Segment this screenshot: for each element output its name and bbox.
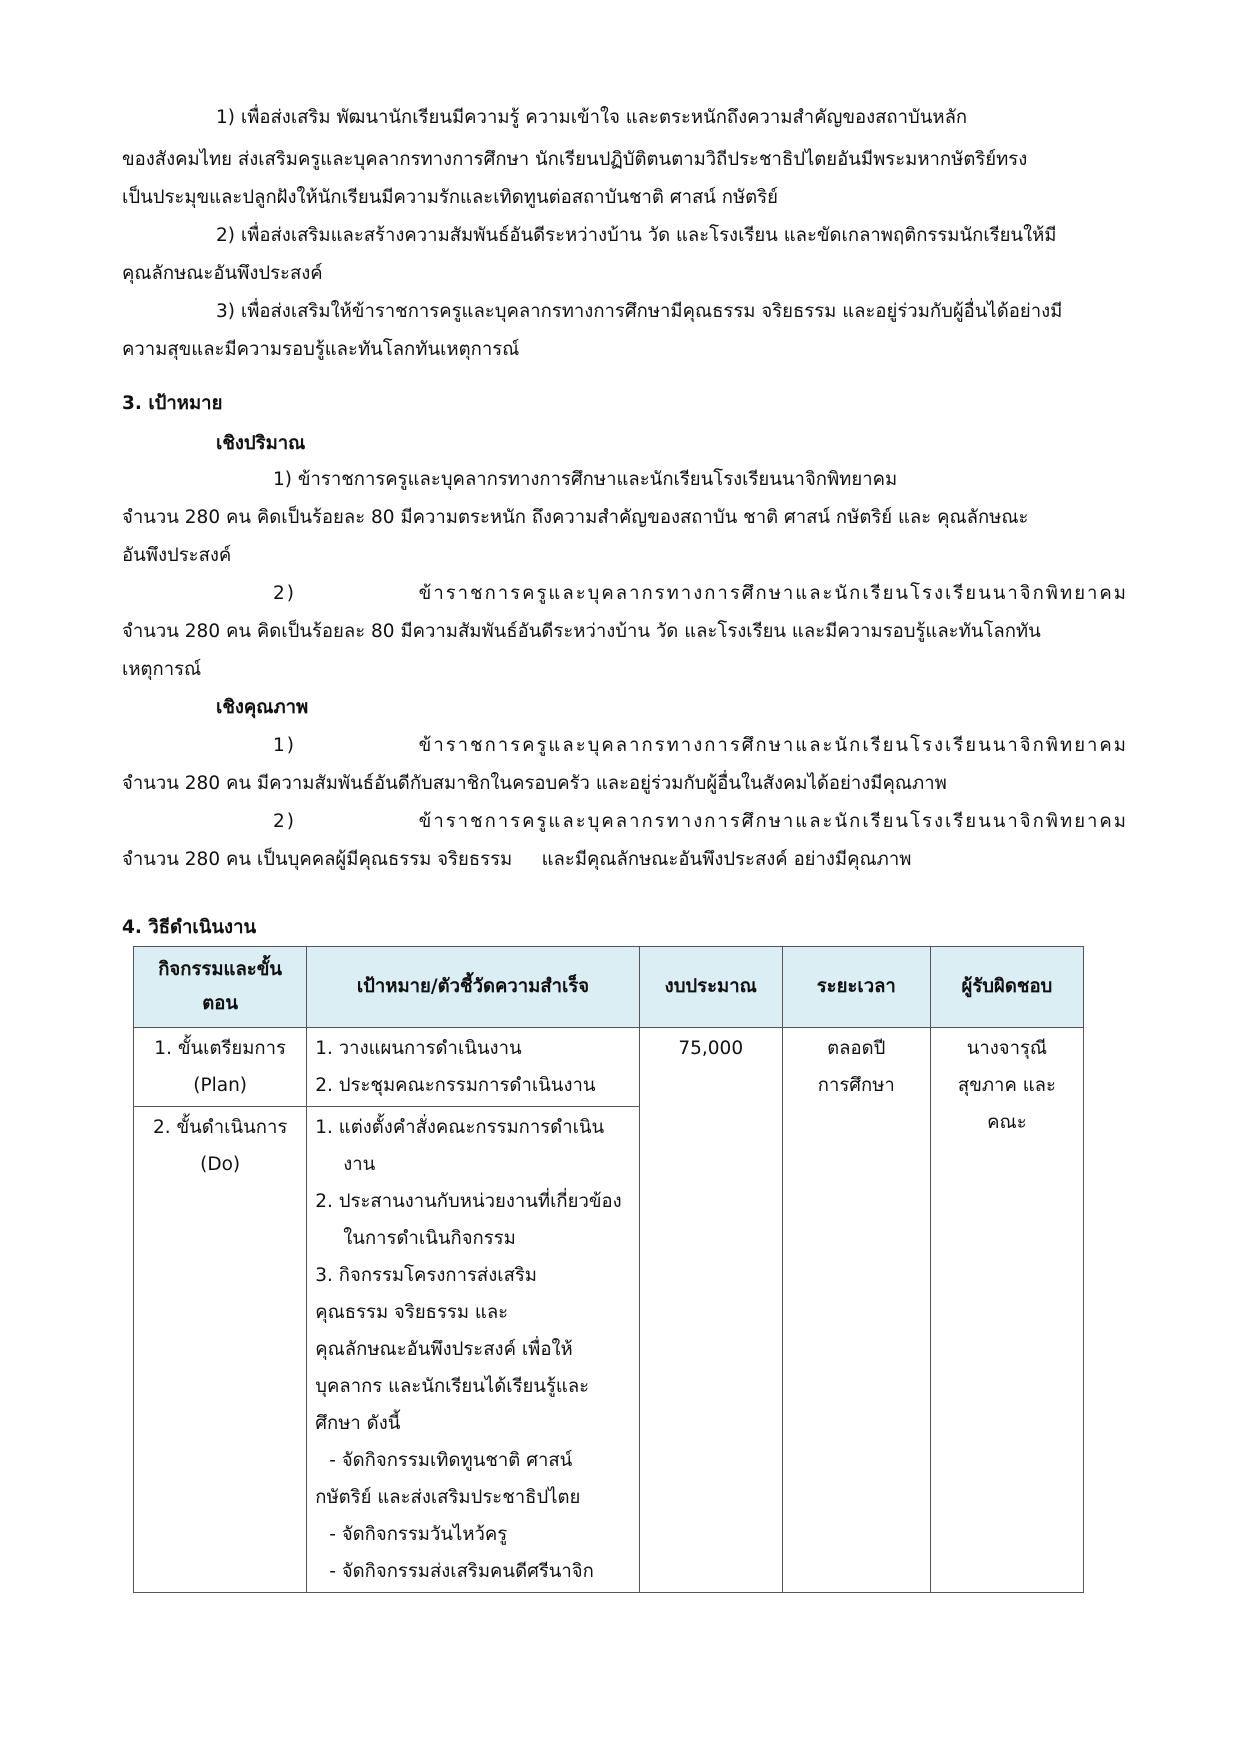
plan-target-2: 2. ประชุมคณะกรรมการดำเนินงาน — [315, 1075, 596, 1096]
budget-cell — [639, 1028, 782, 1593]
quant-goal-2-line-1: 2) ข้าราชการครูและบุคลากรทางการศึกษาและนักเรียนโรงเรียนนาจิกพิทยาคม — [273, 583, 1128, 604]
step-do-code: (Do) — [200, 1154, 241, 1175]
owner-line-1: นางจารุณี — [966, 1038, 1048, 1059]
header-owner: ผู้รับผิดชอบ — [930, 947, 1083, 1028]
plan-target-cell — [307, 1028, 639, 1107]
do-target-3-line-3: คุณลักษณะอันพึงประสงค์ เพื่อให้ — [315, 1339, 573, 1360]
step-do-label: 2. ขั้นดำเนินการ — [152, 1117, 288, 1138]
do-target-cell — [307, 1107, 639, 1593]
do-target-1: 1. แต่งตั้งคำสั่งคณะกรรมการดำเนินงาน — [315, 1117, 605, 1175]
qual-goal-2-line-1: 2) ข้าราชการครูและบุคลากรทางการศึกษาและนักเรียนโรงเรียนนาจิกพิทยาคม — [273, 811, 1128, 832]
do-target-3-line-5: ศึกษา ดังนี้ — [315, 1413, 401, 1434]
period-cell — [782, 1028, 930, 1593]
objective-1-line-2: ของสังคมไทย ส่งเสริมครูและบุคลากรทางการศึกษา นักเรียนปฏิบัติตนตามวิถีประชาธิปไตยอันมีพระมหากษัตริย์ทรง — [122, 149, 1028, 170]
qual-goal-2-line-2: จำนวน 280 คน เป็นบุคคลผู้มีคุณธรรม จริยธรรม และมีคุณลักษณะอันพึงประสงค์ อย่างมีคุณภาพ — [122, 849, 912, 870]
owner-cell — [930, 1028, 1083, 1593]
quant-goal-2-line-2: จำนวน 280 คน คิดเป็นร้อยละ 80 มีความสัมพันธ์อันดีระหว่างบ้าน วัด และโรงเรียน และมีความรอบรู้และทันโลกทัน — [122, 621, 1041, 642]
objective-2-line-2: คุณลักษณะอันพึงประสงค์ — [122, 263, 323, 284]
do-target-2: 2. ประสานงานกับหน่วยงานที่เกี่ยวข้องในการดำเนินกิจกรรม — [315, 1191, 622, 1249]
header-target: เป้าหมาย/ตัวชี้วัดความสำเร็จ — [307, 947, 639, 1028]
do-target-3-line-1: 3. กิจกรรมโครงการส่งเสริม — [315, 1265, 537, 1286]
quant-goal-2-line-3: เหตุการณ์ — [122, 659, 202, 680]
objective-1-line-3: เป็นประมุขและปลูกฝังให้นักเรียนมีความรักและเทิดทูนต่อสถาบันชาติ ศาสน์ กษัตริย์ — [122, 187, 778, 208]
sub-activity-1-line-2: กษัตริย์ และส่งเสริมประชาธิปไตย — [315, 1487, 581, 1508]
sub-activity-1-line-1: - จัดกิจกรรมเทิดทูนชาติ ศาสน์ — [329, 1450, 573, 1471]
header-period: ระยะเวลา — [782, 947, 930, 1028]
quant-goal-1-line-1: 1) ข้าราชการครูและบุคลากรทางการศึกษาและนักเรียนโรงเรียนนาจิกพิทยาคม — [273, 469, 898, 490]
period-line-2: การศึกษา — [817, 1075, 895, 1096]
sub-activity-3: - จัดกิจกรรมส่งเสริมคนดีศรีนาจิก — [329, 1561, 594, 1582]
operation-plan-table — [133, 946, 1084, 1593]
owner-line-2: สุขภาค และ — [957, 1075, 1056, 1096]
owner-line-3: คณะ — [987, 1112, 1027, 1133]
qual-goal-1-line-2: จำนวน 280 คน มีความสัมพันธ์อันดีกับสมาชิกในครอบครัว และอยู่ร่วมกับผู้อื่นในสังคมได้อย่างมีคุณภาพ — [122, 773, 947, 794]
step-plan-code: (Plan) — [193, 1075, 248, 1096]
period-line-1: ตลอดปี — [827, 1038, 886, 1059]
header-budget: งบประมาณ — [639, 947, 782, 1028]
do-target-3-line-2: คุณธรรม จริยธรรม และ — [315, 1302, 509, 1323]
goals-heading: 3. เป้าหมาย — [122, 393, 223, 414]
qualitative-heading: เชิงคุณภาพ — [216, 697, 309, 718]
objective-3-line-2: ความสุขและมีความรอบรู้และทันโลกทันเหตุการณ์ — [122, 339, 520, 360]
quant-goal-1-line-3: อันพึงประสงค์ — [122, 545, 232, 566]
step-do-cell — [134, 1107, 307, 1593]
step-plan-label: 1. ขั้นเตรียมการ — [154, 1038, 286, 1059]
objective-2-line-1: 2) เพื่อส่งเสริมและสร้างความสัมพันธ์อันดีระหว่างบ้าน วัด และโรงเรียน และขัดเกลาพฤติกรรมนักเรียนให้มี — [216, 225, 1057, 246]
quantitative-heading: เชิงปริมาณ — [216, 433, 306, 454]
table-header-row — [134, 947, 1084, 1028]
header-activity: กิจกรรมและขั้นตอน — [134, 947, 307, 1028]
quant-goal-1-line-2: จำนวน 280 คน คิดเป็นร้อยละ 80 มีความตระหนัก ถึงความสำคัญของสถาบัน ชาติ ศาสน์ กษัตริย์ และ คุณลักษณะ — [122, 507, 1029, 528]
objective-1-line-1: 1) เพื่อส่งเสริม พัฒนานักเรียนมีความรู้ ความเข้าใจ และตระหนักถึงความสำคัญของสถาบันหลัก — [216, 107, 968, 128]
table-row — [134, 1028, 1084, 1107]
budget-value: 75,000 — [678, 1038, 744, 1059]
plan-target-1: 1. วางแผนการดำเนินงาน — [315, 1038, 522, 1059]
methods-heading: 4. วิธีดำเนินงาน — [122, 917, 257, 938]
do-target-3-line-4: บุคลากร และนักเรียนได้เรียนรู้และ — [315, 1376, 590, 1397]
objective-3-line-1: 3) เพื่อส่งเสริมให้ข้าราชการครูและบุคลากรทางการศึกษามีคุณธรรม จริยธรรม และอยู่ร่วมกับผู้อื่นได้อย่างมี — [216, 301, 1063, 322]
sub-activity-2: - จัดกิจกรรมวันไหว้ครู — [329, 1524, 508, 1545]
qual-goal-1-line-1: 1) ข้าราชการครูและบุคลากรทางการศึกษาและนักเรียนโรงเรียนนาจิกพิทยาคม — [273, 735, 1128, 756]
step-plan-cell — [134, 1028, 307, 1107]
